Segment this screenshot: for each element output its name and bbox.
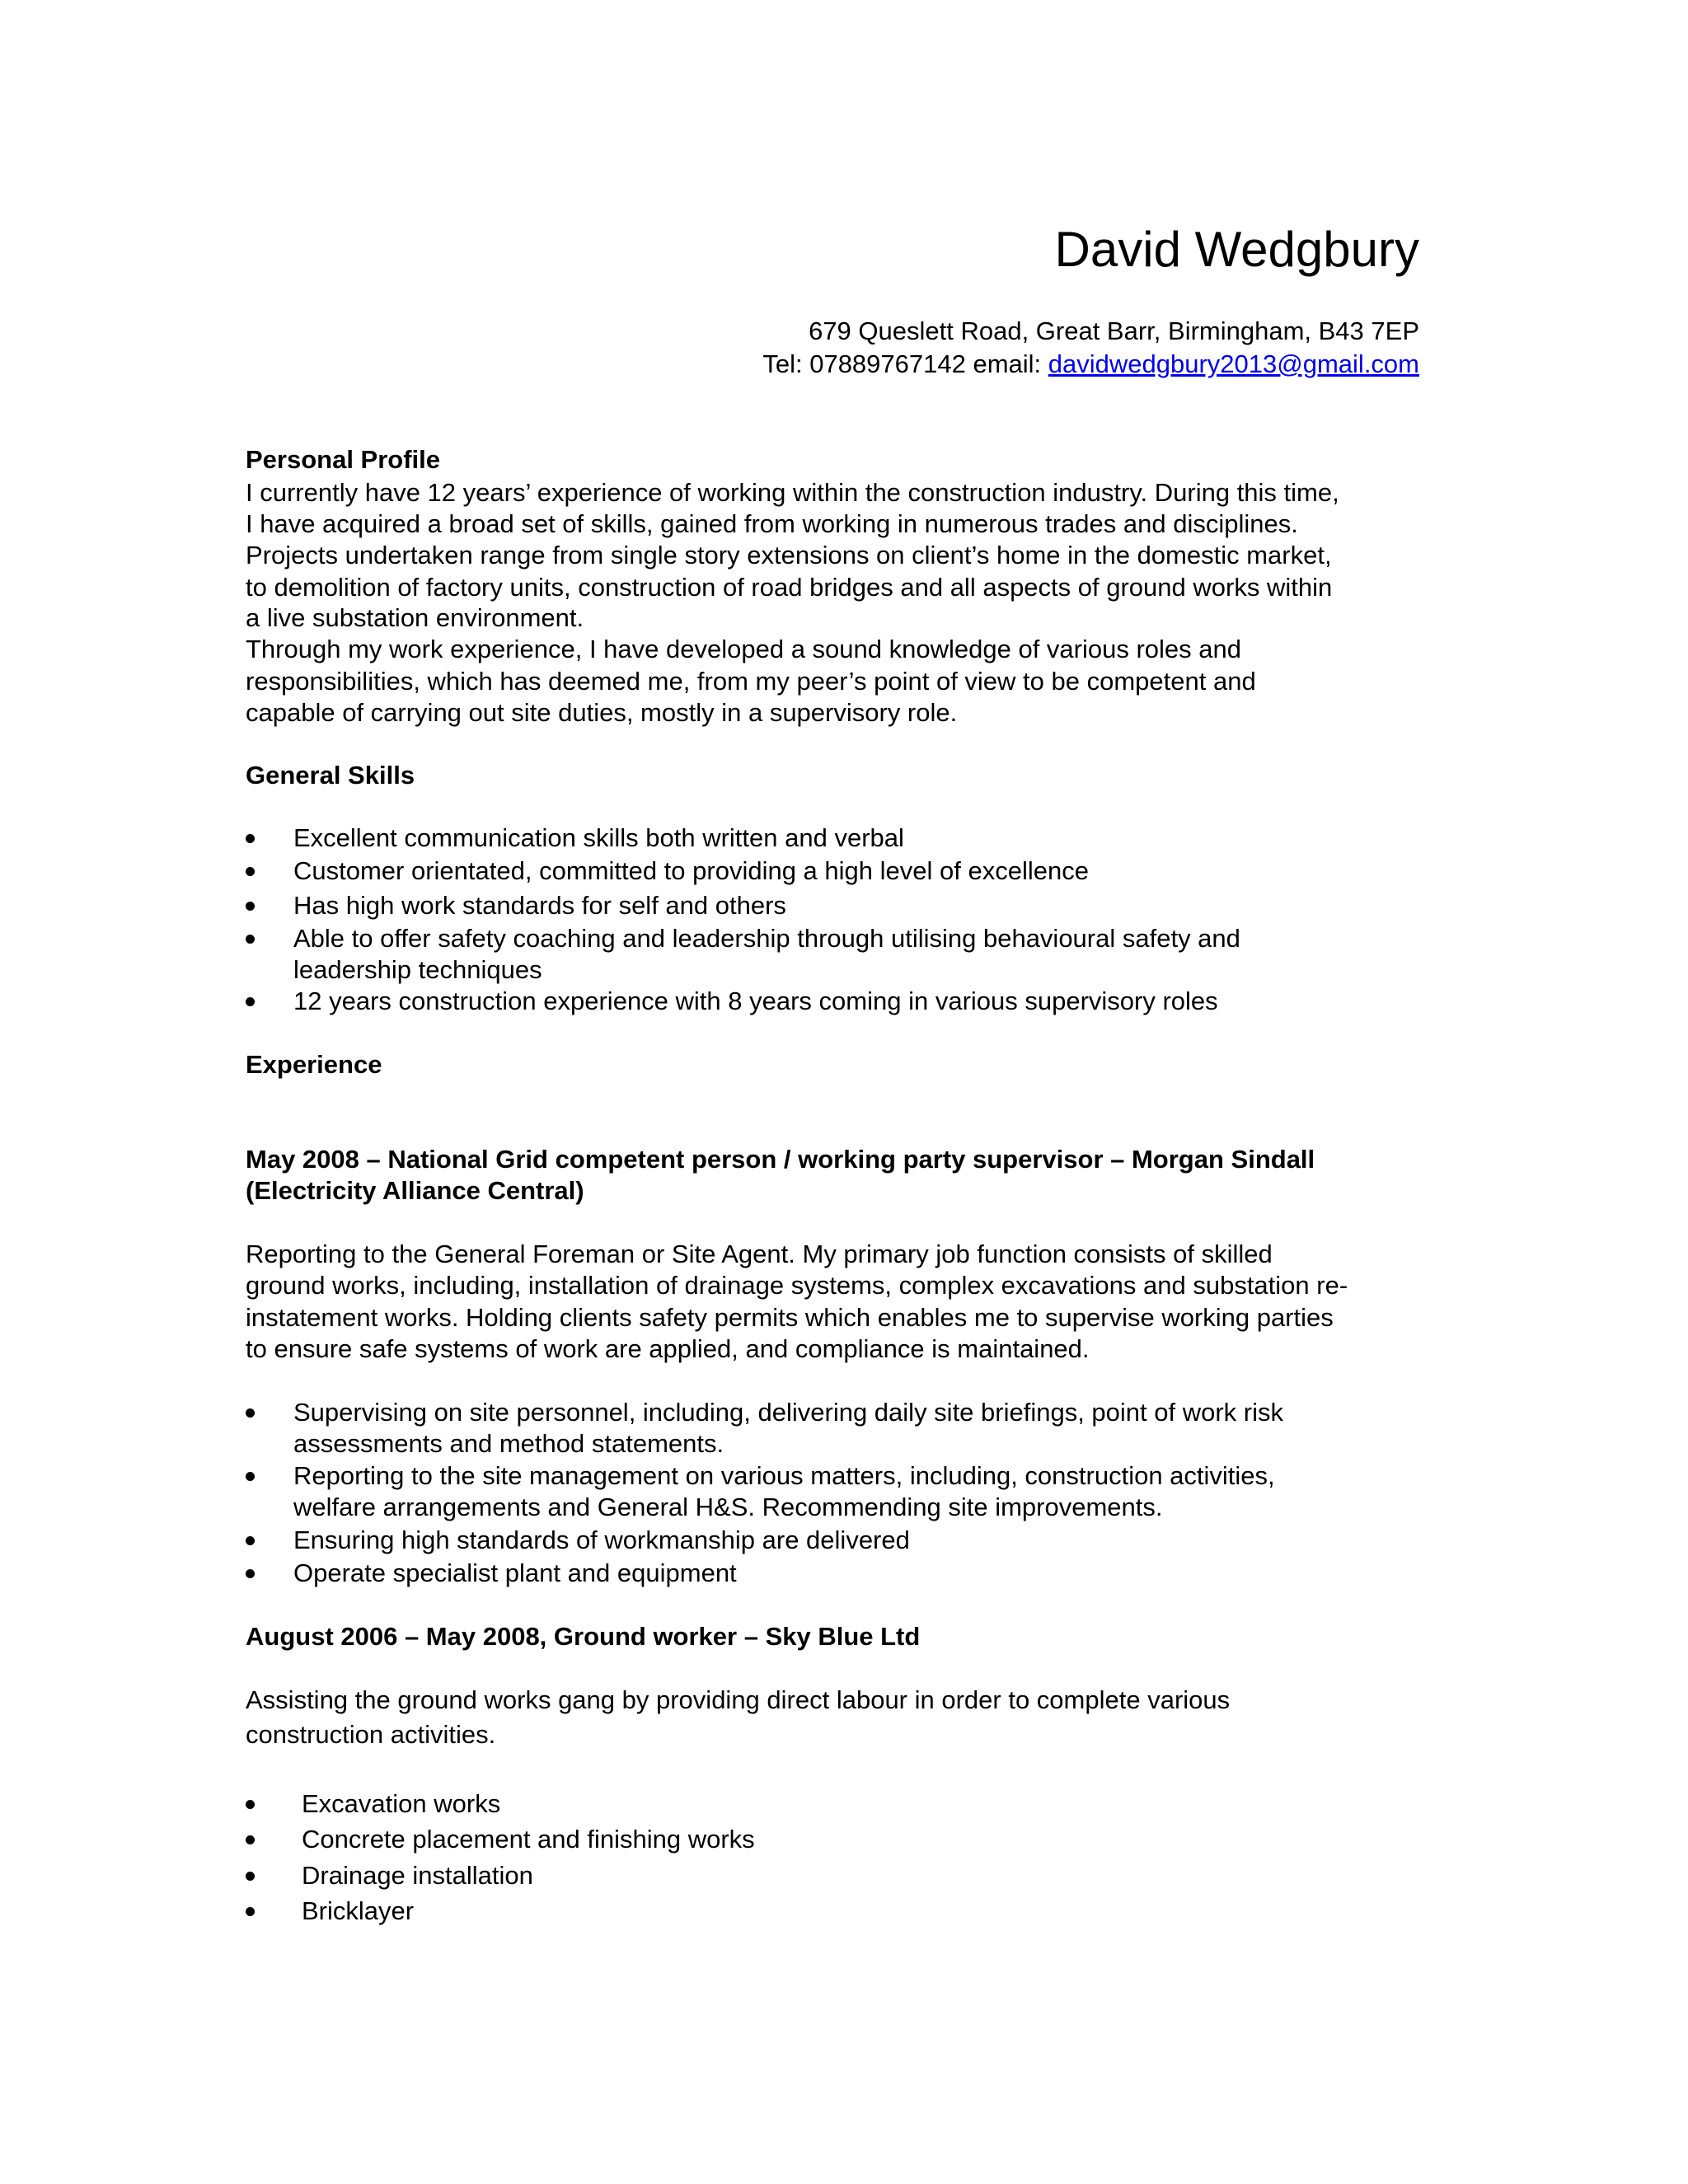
profile-line: Projects undertaken range from single story extensions on client’s home in the domestic market, xyxy=(246,541,1332,569)
address-line: 679 Queslett Road, Great Barr, Birmingham, B43 7EP xyxy=(809,316,1419,345)
profile-line: I have acquired a broad set of skills, gained from working in numerous trades and disciplines. xyxy=(246,509,1298,538)
job2-heading: August 2006 – May 2008, Ground worker – Sky Blue Ltd xyxy=(246,1622,921,1651)
profile-line: capable of carrying out site duties, mostly in a supervisory role. xyxy=(246,698,958,727)
bullet-icon xyxy=(246,1408,255,1418)
candidate-name: David Wedgbury xyxy=(1054,222,1419,277)
bullet-icon xyxy=(246,935,255,944)
job2-description-line: construction activities. xyxy=(246,1720,496,1749)
tel-label: Tel: 07889767142 email: xyxy=(762,349,1048,378)
bullet-icon xyxy=(246,1569,255,1578)
profile-line: to demolition of factory units, construction of road bridges and all aspects of ground works within xyxy=(246,573,1333,602)
bullet-icon xyxy=(246,1536,255,1545)
job1-heading: (Electricity Alliance Central) xyxy=(246,1176,584,1205)
bullet-icon xyxy=(246,1835,255,1844)
resume-page: David Wedgbury 679 Queslett Road, Great Barr, Birmingham, B43 7EP Tel: 07889767142 email: davidwedgbury2013@gmail.com Personal Profile I currently have 12 years’ experience of working within the construction industry. During this time, I have acquired a broad set of skills, gained from working in numerous trades and disciplines. Projects undertaken range from single story extensions on client’s home in the domestic market, to demolition of factory units, construction of road bridges and all aspects of ground works within a live substation environment. Through my work experience, I have developed a sound knowledge of various roles and responsibilities, which has deemed me, from my peer’s point of view to be competent and capable of carrying out site duties, mostly in a supervisory role. General Skills Excellent communication skills both written and verbal Customer orientated, committed to providing a high level of excellence Has high work standards for self and others Able to offer safety coaching and leadership through utilising behavioural safety and leadership techniques 12 years construction experience with 8 years coming in various supervisory roles Experience May 2008 – National Grid competent person / working party supervisor – Morgan Sindall (Electricity Alliance Central) Reporting to the General Foreman or Site Agent. My primary job function consists of skilled ground works, including, installation of drainage systems, complex excavations and substation re- instatement works. Holding clients safety permits which enables me to supervise working parties to ensure safe systems of work are applied, and compliance is maintained. Supervising on site personnel, including, delivering daily site briefings, point of work risk assessments and method statements. Reporting to the site management on various matters, including, construction activities, welfare arrangements and General H&S. Recommending site improvements. Ensuring high standards of workmanship are delivered Operate specialist plant and equipment August 2006 – May 2008, Ground worker – Sky Blue Ltd Assisting the ground works gang by providing direct labour in order to complete various construction activities. Excavation works Concrete placement and finishing works Drainage installation Bricklayer xyxy=(246,222,1419,1925)
profile-line: a live substation environment. xyxy=(246,603,584,632)
profile-line: responsibilities, which has deemed me, from my peer’s point of view to be competent and xyxy=(246,667,1256,696)
bullet-icon xyxy=(246,1872,255,1881)
bullet-icon xyxy=(246,867,255,876)
bullet-icon xyxy=(246,997,255,1006)
contact-line xyxy=(762,349,1419,380)
job1-description-line: instatement works. Holding clients safety permits which enables me to supervise working parties xyxy=(246,1303,1334,1332)
job1-description-line: to ensure safe systems of work are applied, and compliance is maintained. xyxy=(246,1334,1090,1363)
bullet-icon xyxy=(246,1472,255,1481)
profile-line: Through my work experience, I have developed a sound knowledge of various roles and xyxy=(246,635,1242,663)
profile-line: I currently have 12 years’ experience of working within the construction industry. During this time, xyxy=(246,478,1339,507)
email-link[interactable]: davidwedgbury2013@gmail.com xyxy=(1048,349,1419,378)
bullet-icon xyxy=(246,1907,255,1916)
job1-heading: May 2008 – National Grid competent person / working party supervisor – Morgan Sindall xyxy=(246,1145,1315,1174)
skills-heading: General Skills xyxy=(246,761,415,790)
job1-description-line: ground works, including, installation of drainage systems, complex excavations and substation re- xyxy=(246,1271,1348,1300)
job2-description-line: Assisting the ground works gang by providing direct labour in order to complete various xyxy=(246,1685,1231,1714)
job1-description-line: Reporting to the General Foreman or Site Agent. My primary job function consists of skilled xyxy=(246,1240,1273,1268)
experience-heading: Experience xyxy=(246,1050,382,1079)
bullet-icon xyxy=(246,902,255,911)
bullet-icon xyxy=(246,1800,255,1809)
bullet-icon xyxy=(246,834,255,843)
profile-heading: Personal Profile xyxy=(246,445,441,474)
